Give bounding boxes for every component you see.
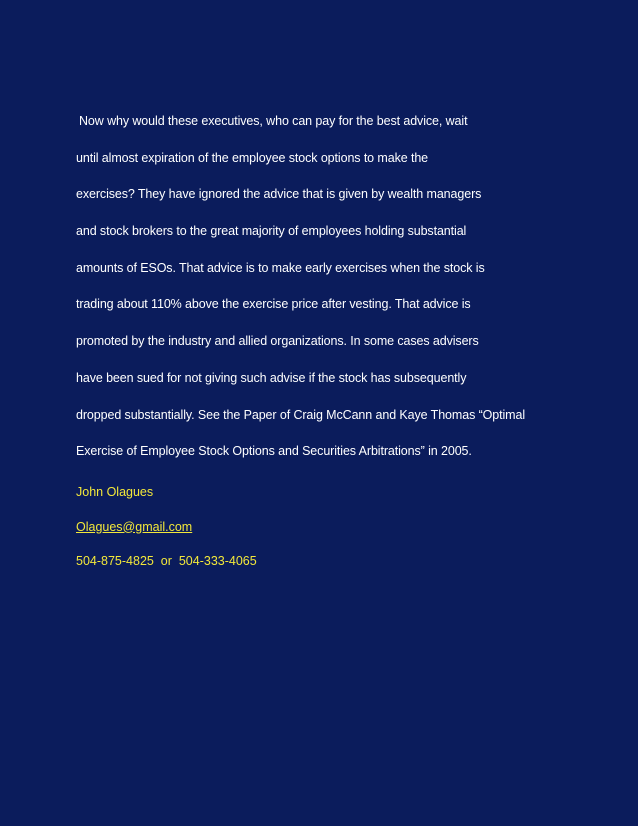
paragraph-line: have been sued for not giving such advise if the stock has subsequently: [76, 370, 467, 385]
paragraph-line: amounts of ESOs. That advice is to make early exercises when the stock is: [76, 260, 485, 275]
contact-name: John Olagues: [76, 485, 154, 499]
contact-phone: 504-875-4825 or 504-333-4065: [76, 554, 257, 568]
paragraph-line: until almost expiration of the employee stock options to make the: [76, 150, 429, 165]
paragraph-line: dropped substantially. See the Paper of Craig McCann and Kaye Thomas “Optimal: [76, 407, 526, 422]
paragraph-line: exercises? They have ignored the advice that is given by wealth managers: [76, 187, 482, 202]
contact-email-link[interactable]: Olagues@gmail.com: [76, 519, 193, 534]
paragraph-line: and stock brokers to the great majority of employees holding substantial: [76, 224, 467, 239]
paragraph-line: promoted by the industry and allied organizations. In some cases advisers: [76, 334, 479, 349]
paragraph-line: Now why would these executives, who can pay for the best advice, wait: [79, 114, 468, 128]
paragraph-line: trading about 110% above the exercise price after vesting. That advice is: [76, 297, 471, 312]
contact-block: [76, 475, 476, 579]
body-paragraph: [76, 103, 616, 470]
paragraph-line: Exercise of Employee Stock Options and Securities Arbitrations” in 2005.: [76, 444, 472, 459]
